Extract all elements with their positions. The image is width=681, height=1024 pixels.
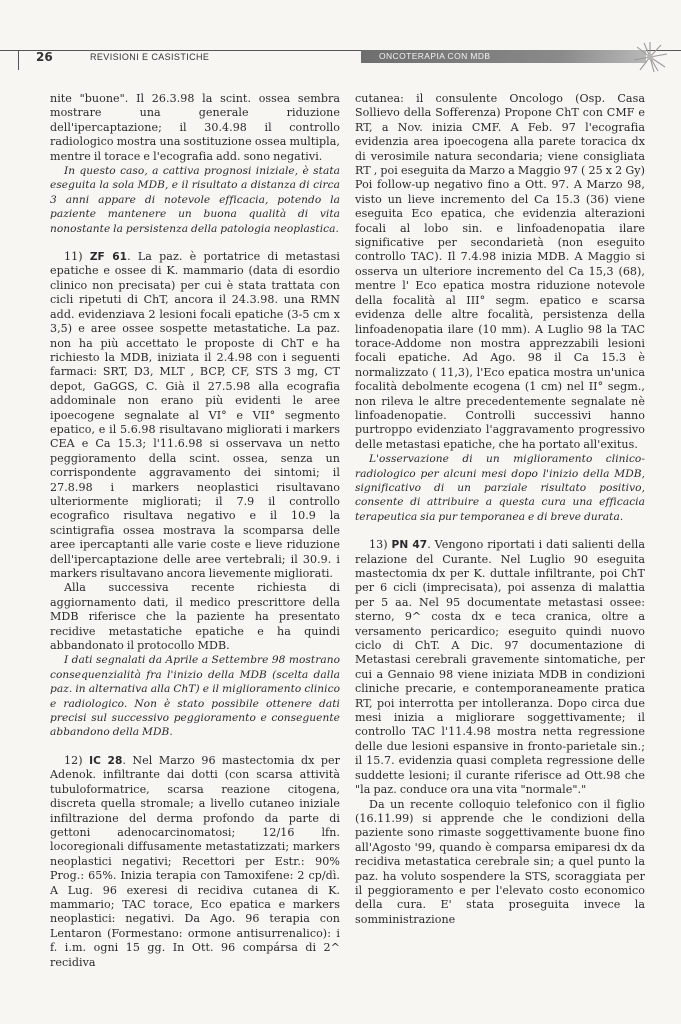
continued-paragraph: nite "buone". Il 26.3.98 la scint. ossea sembra mostrare una generale riduzione dell'ipercaptazione; il 30.4.98 il controllo radiologico mostra una sostituzione ossea multipla, mentre il torace e l'ecografia add. sono negativi.: [50, 92, 340, 163]
case-paragraph: [355, 538, 645, 797]
case-number: 11): [64, 250, 83, 264]
body-paragraph: Da un recente colloquio telefonico con il figlio (16.11.99) si apprende che le condizioni della paziente sono rimaste soggettivamente buone fino all'Agosto '99, quando è comparsa emiparesi dx da recidiva metastatica cerebrale sin; a quel punto la paz. ha voluto sospendere la STS, scoraggiata per il peggioramento e per l'elevato costo economico della cura. E' stata proseguita invece la somministrazione: [355, 797, 645, 926]
case-number: 12): [64, 753, 83, 767]
italic-comment: In questo caso, a cattiva prognosi iniziale, è stata eseguita la sola MDB, e il risultato a distanza di circa 3 anni appare di notevole efficacia, potendo la paziente mantenere un buona qualità di vita nonostante la persistenza della patologia neoplastica.: [50, 165, 340, 235]
header-divider: [18, 50, 19, 70]
continued-paragraph: cutanea: il consulente Oncologo (Osp. Casa Sollievo della Sofferenza) Propone ChT con CMF e RT, a Nov. inizia CMF. A Feb. 97 l'ecografia evidenzia area ipoecogena alla parete toracica dx di verosimile natura secondaria; viene consigliata RT , poi eseguita da Marzo a Maggio 97 ( 25 x 2 Gy) Poi follow-up negativo fino a Ott. 97. A Marzo 98, visto un lieve incremento del Ca 15.3 (36) viene eseguita Eco epatica, che evidenzia alterazioni focali al lobo sin. e linfoadenopatia ilare significative per secondarietà (non eseguito controllo TAC). Il 7.4.98 inizia MDB. A Maggio si osserva un ulteriore incremento del Ca 15,3 (68), mentre l' Eco epatica mostra riduzione notevole della focalità al III° segm. epatico e scarsa evidenza delle altre focalità, persistenza della linfoadenopatia ilare (10 mm). A Luglio 98 la TAC torace-Addome non mostra apprezzabili lesioni focali epatiche. Ad Ago. 98 il Ca 15.3 è normalizzato ( 11,3), l'Eco epatica mostra un'unica focalità debolmente ecogena (1 cm) nel II° segm., non rileva le altre precedentemente segnalate nè linfoadenopatie. Controlli successivi hanno purtroppo evidenziato l'aggravamento progressivo delle metastasi epatiche, che ha portato all'exitus.: [355, 92, 645, 451]
journal-title: ONCOTERAPIA CON MDB: [379, 51, 491, 61]
page-header: [0, 40, 681, 74]
section-title: REVISIONI E CASISTICHE: [90, 52, 210, 62]
italic-comment: I dati segnalati da Aprile a Settembre 98 mostrano consequenzialità fra l'inizio della MDB (scelta dalla paz. in alternativa alla ChT) e il miglioramento clinico e radiologico. Non è stato possibile ottenere dati precisi sul successivo peggioramento e conseguente abbandono della MDB.: [50, 654, 340, 739]
case-paragraph: [50, 754, 340, 970]
case-text: . La paz. è portatrice di metastasi epatiche e ossee di K. mammario (data di esordio clinico non precisata) per cui è stata trattata con cicli ripetuti di ChT, ancora il 24.3.98. una RMN add. evidenziava 2 lesioni focali epatiche (3-5 cm x 3,5) e aree ossee sospette metastatiche. La paz. non ha più accettato le proposte di ChT e ha richiesto la MDB, iniziata il 2.4.98 con i seguenti farmaci: SRT, D3, MLT , BCP, CF, STS 3 mg, CT depot, GaGGS, C. Già il 27.5.98 alla ecografia addominale non erano più evidenti le aree ipoecogene segnalate al VI° e VII° segmento epatico, e il 5.6.98 risultavano migliorati i markers CEA e Ca 15.3; l'11.6.98 si osservava un netto peggioramento della scint. ossea, senza un corrispondente aggravamento dei sintomi; il 27.8.98 i markers neoplastici risultavano ulteriormente migliorati; il 7.9 il controllo ecografico risultava negativo e il 10.9 la scintigrafia ossea mostrava la scomparsa delle aree ipercaptanti alle varie coste e lieve riduzione dell'ipercaptazione delle aree vertebrali; il 30.9. i markers risultavano ancora lievemente migliorati.: [50, 250, 340, 580]
patient-code: ZF 61: [89, 251, 128, 264]
case-number: 13): [369, 538, 388, 552]
right-text-column: [355, 92, 645, 927]
page-number: 26: [36, 50, 53, 64]
left-text-column: [50, 92, 340, 970]
patient-code: IC 28: [89, 754, 123, 767]
patient-code: PN 47: [391, 539, 428, 552]
case-text: . Nel Marzo 96 mastectomia dx per Adenok. infiltrante dai dotti (con scarsa attività tubuloformatrice, scarsa reazione citogena, discreta quella stromale; a livello cutaneo iniziale infiltrazione del derma profondo da parte di gettoni adenocarcinomatosi; 12/16 lfn. locoregionali diffusamente metastatizzati; markers neoplastici negativi; Recettori per Estr.: 90% Prog.: 65%. Inizia terapia con Tamoxifene: 2 cp/dì. A Lug. 96 exeresi di recidiva cutanea di K. mammario; TAC torace, Eco epatica e markers neoplastici: negativi. Da Ago. 96 terapia con Lentaron (Formestano: ormone antisurrenalico): i f. i.m. ogni 15 gg. In Ott. 96 compársa di 2^ recidiva: [50, 753, 340, 969]
body-paragraph: Alla successiva recente richiesta di aggiornamento dati, il medico prescrittore della MDB riferisce che la paziente ha presentato recidive metastatiche epatiche e ha quindi abbandonato il protocollo MDB.: [50, 581, 340, 653]
mdb-logo-icon: [628, 40, 672, 74]
journal-title-bar: [361, 50, 646, 63]
case-text: . Vengono riportati i dati salienti della relazione del Curante. Nel Luglio 90 eseguita mastectomia dx per K. duttale infiltrante, poi ChT per 6 cicli (imprecisata), poi assenza di malattia per 5 aa. Nel 95 documentate metastasi ossee: sterno, 9^ costa dx e teca cranica, oltre a versamento pericardico; eseguito quindi nuovo ciclo di ChT. A Dic. 97 documentazione di Metastasi cerebrali gravemente sintomatiche, per cui a Gennaio 98 viene iniziata MDB in condizioni cliniche precarie, e contemporaneamente pratica RT, poi interrotta per intolleranza. Dopo circa due mesi inizia a migliorare soggettivamente; il controllo TAC l'11.4.98 mostra netta regressione delle due lesioni espansive in fronto-parietale sin.; il 15.7. evidenzia quasi completa regressione delle suddette lesioni; il curante riferisce ad Ott.98 che "la paz. conduce ora una vita "normale".": [355, 538, 646, 797]
italic-comment: L'osservazione di un miglioramento clinico-radiologico per alcuni mesi dopo l'inizio della MDB, significativo di un parziale risultato positivo, consente di attribuire a questa cura una efficacia terapeutica sia pur temporanea e di breve durata.: [355, 453, 645, 523]
case-paragraph: [50, 250, 340, 581]
